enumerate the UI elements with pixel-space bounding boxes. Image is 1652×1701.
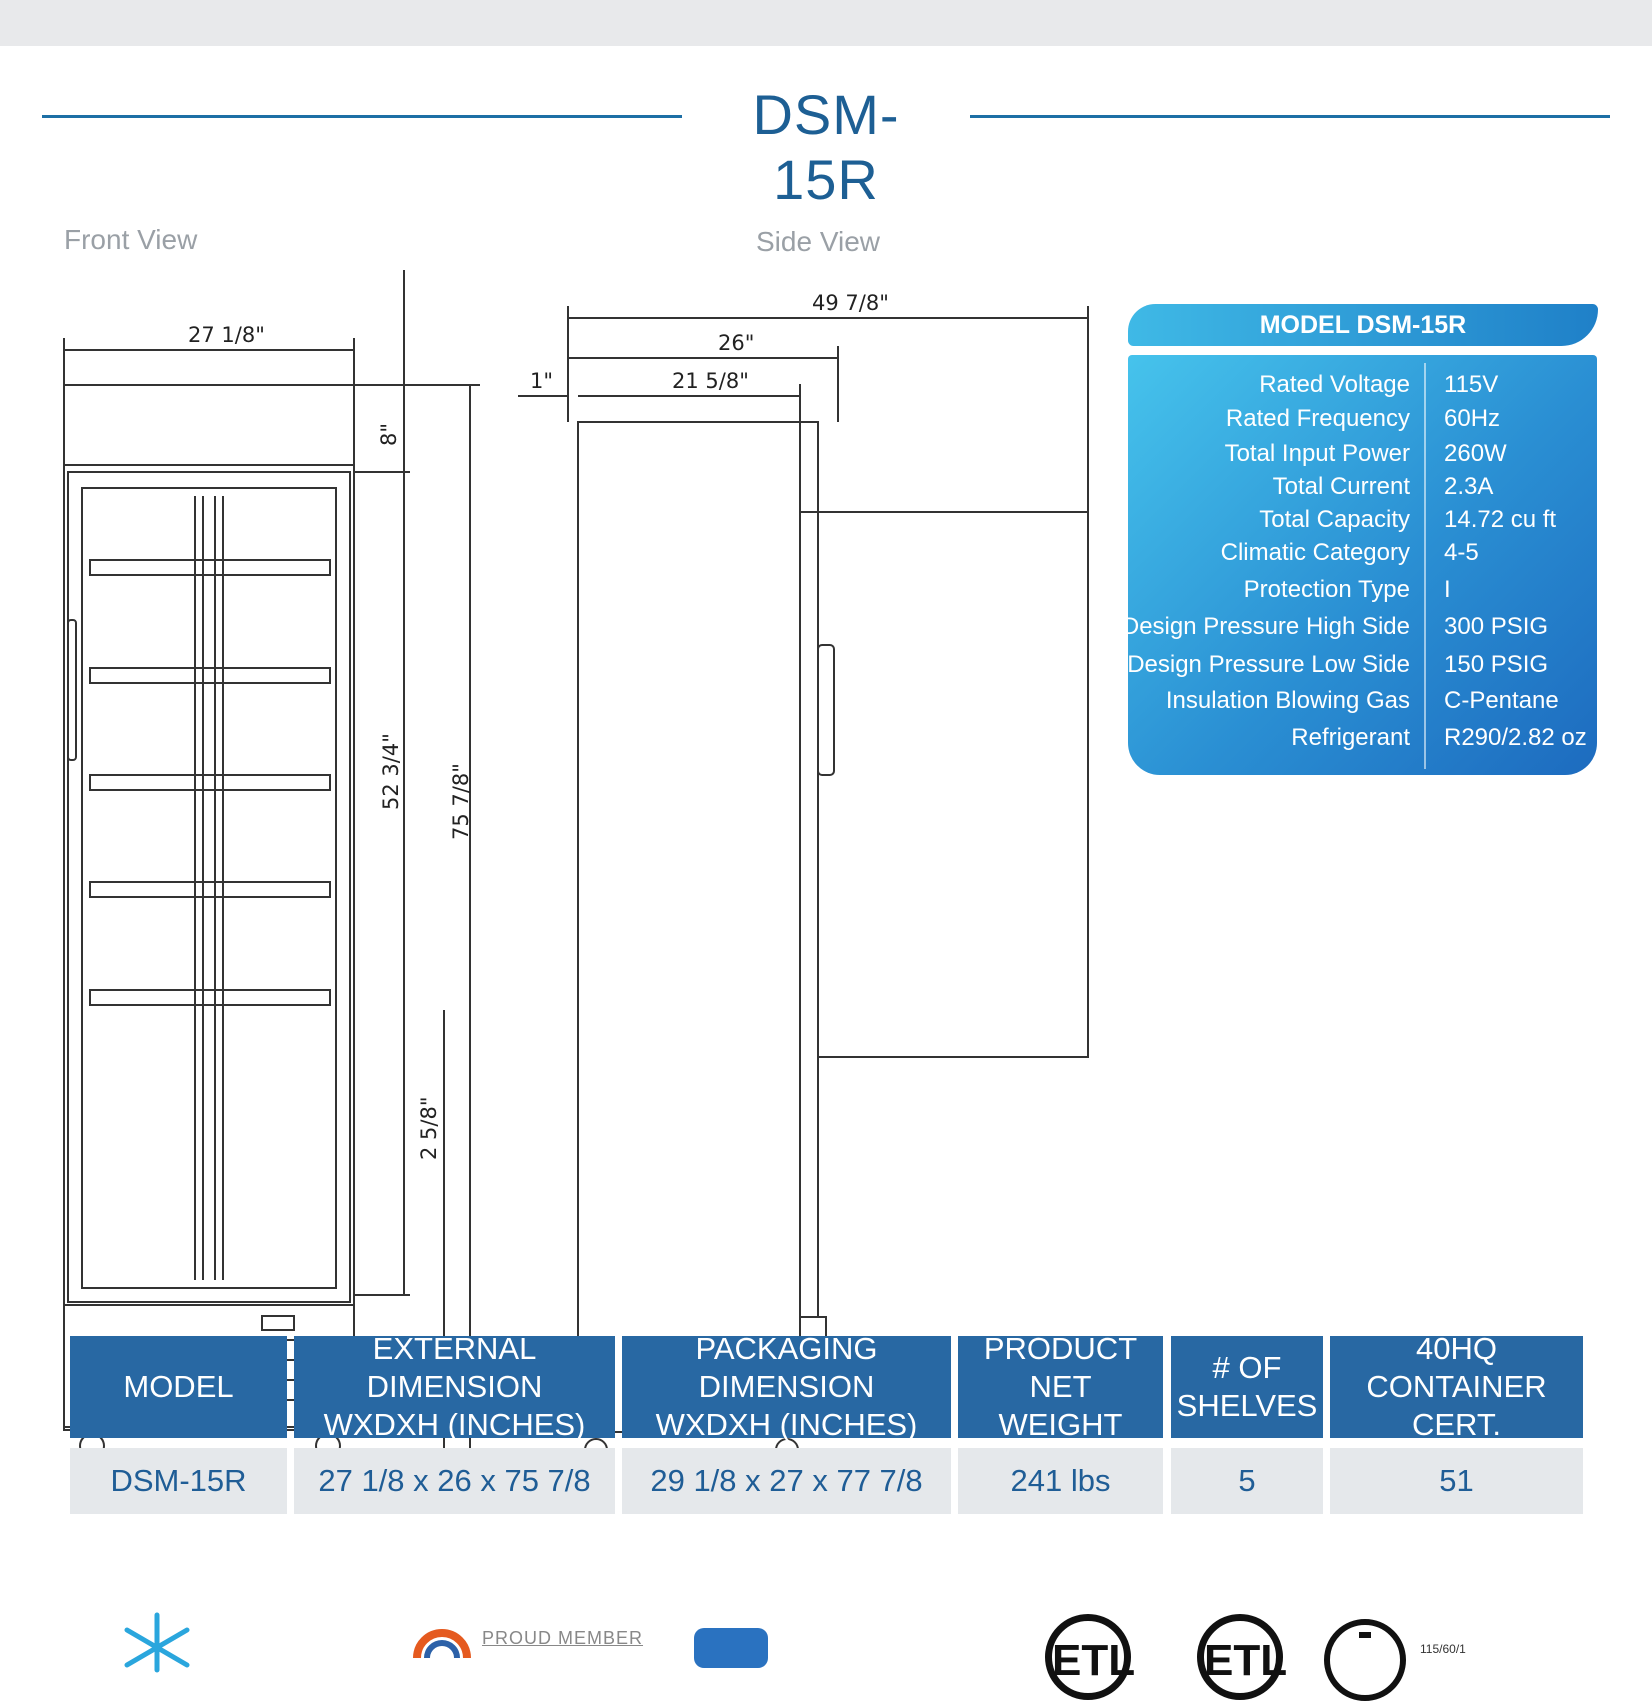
table-header-external-dimension: EXTERNAL DIMENSION WXDXH (INCHES) — [294, 1336, 615, 1438]
front-glass — [82, 488, 336, 1288]
side-door-edge — [800, 512, 818, 1317]
table-header-container-cert: 40HQ CONTAINER CERT. — [1330, 1336, 1583, 1438]
table-header-net-weight: PRODUCT NET WEIGHT — [958, 1336, 1163, 1438]
certification-logos — [0, 1590, 1652, 1685]
plug-rating-text: 115/60/1 — [1420, 1642, 1466, 1656]
spec-row — [1128, 724, 1597, 758]
table-header-packaging-dimension: PACKAGING DIMENSION WXDXH (INCHES) — [622, 1336, 951, 1438]
spec-value: 260W — [1444, 440, 1507, 467]
title-rule-right — [970, 115, 1610, 118]
spec-row — [1128, 576, 1597, 610]
spec-row — [1128, 651, 1597, 685]
plug-icon — [1320, 1612, 1410, 1672]
front-header-panel — [64, 385, 354, 465]
spec-label: Total Input Power — [1224, 440, 1410, 467]
spec-value: C-Pentane — [1444, 687, 1559, 714]
dim-top-header: 8" — [377, 422, 401, 446]
spec-label: Total Current — [1272, 473, 1410, 500]
spec-label: Design Pressure Low Side — [1127, 651, 1410, 678]
spec-row — [1128, 473, 1597, 507]
table-cell-net-weight: 241 lbs — [958, 1448, 1163, 1514]
spec-label: Protection Type — [1243, 576, 1410, 603]
dim-open-depth: 49 7/8" — [812, 291, 889, 315]
association-logo-icon — [694, 1628, 768, 1668]
spec-value: 300 PSIG — [1444, 613, 1549, 640]
page-title: DSM-15R — [752, 83, 900, 211]
dim-offset: 1" — [530, 369, 554, 393]
spec-label: Rated Voltage — [1259, 371, 1410, 398]
spec-value: 115V — [1444, 371, 1499, 398]
table-cell-external-dimension: 27 1/8 x 26 x 75 7/8 — [294, 1448, 615, 1514]
spec-value: 14.72 cu ft — [1444, 506, 1557, 533]
door-handle — [68, 620, 76, 760]
member-badge-icon — [412, 1630, 472, 1660]
spec-label: Refrigerant — [1291, 724, 1410, 751]
spec-value: R290/2.82 oz — [1444, 724, 1587, 751]
table-cell-model: DSM-15R — [70, 1448, 287, 1514]
top-bar — [0, 0, 1652, 46]
table-header-shelves: # OF SHELVES — [1171, 1336, 1323, 1438]
spec-row — [1128, 687, 1597, 721]
spec-value: 2.3A — [1444, 473, 1494, 500]
spec-row — [1128, 539, 1597, 573]
dim-body-depth: 21 5/8" — [672, 369, 749, 393]
dim-door-height: 52 3/4" — [379, 733, 403, 810]
table-cell-shelves: 5 — [1171, 1448, 1323, 1514]
title-rule-left — [42, 115, 682, 118]
front-door-frame — [68, 472, 350, 1302]
spec-value: I — [1444, 576, 1451, 603]
spec-label: Rated Frequency — [1225, 405, 1410, 432]
dim-front-width: 27 1/8" — [188, 323, 265, 347]
spec-label: Insulation Blowing Gas — [1165, 687, 1410, 714]
spec-label: Total Capacity — [1259, 506, 1410, 533]
etl-listed-logo-icon: ETL — [1045, 1614, 1131, 1700]
spec-row — [1128, 371, 1597, 405]
spec-label: Design Pressure High Side — [1121, 613, 1410, 640]
spec-label: Climatic Category — [1220, 539, 1410, 566]
proud-member-text: PROUD MEMBER — [482, 1628, 644, 1648]
table-cell-packaging-dimension: 29 1/8 x 27 x 77 7/8 — [622, 1448, 951, 1514]
dim-total-height: 75 7/8" — [449, 763, 473, 840]
side-cabinet-outline — [578, 422, 800, 1432]
front-shelves — [90, 560, 330, 1005]
spec-value: 60Hz — [1444, 405, 1501, 432]
dim-depth: 26" — [718, 331, 755, 355]
front-cabinet-outline — [64, 385, 354, 1430]
snowflake-logo-icon — [112, 1610, 202, 1670]
spec-row — [1128, 506, 1597, 540]
spec-card — [1121, 355, 1597, 775]
dim-base-height: 2 5/8" — [417, 1096, 441, 1160]
etl-sanitation-logo-icon: ETL — [1197, 1614, 1283, 1700]
spec-value: 4-5 — [1444, 539, 1479, 566]
spec-row — [1121, 613, 1597, 647]
technical-drawing — [0, 250, 1110, 1250]
side-open-door — [818, 512, 1088, 1057]
front-view-label: Front View — [64, 224, 198, 255]
table-cell-container-cert: 51 — [1330, 1448, 1583, 1514]
side-top-panel — [800, 422, 818, 512]
table-header-model: MODEL — [70, 1336, 287, 1438]
spec-value: 150 PSIG — [1444, 651, 1549, 678]
spec-row — [1128, 405, 1597, 439]
side-view-label: Side View — [756, 226, 881, 257]
spec-card-heading: MODEL DSM-15R — [1128, 304, 1598, 346]
spec-row — [1128, 440, 1597, 474]
